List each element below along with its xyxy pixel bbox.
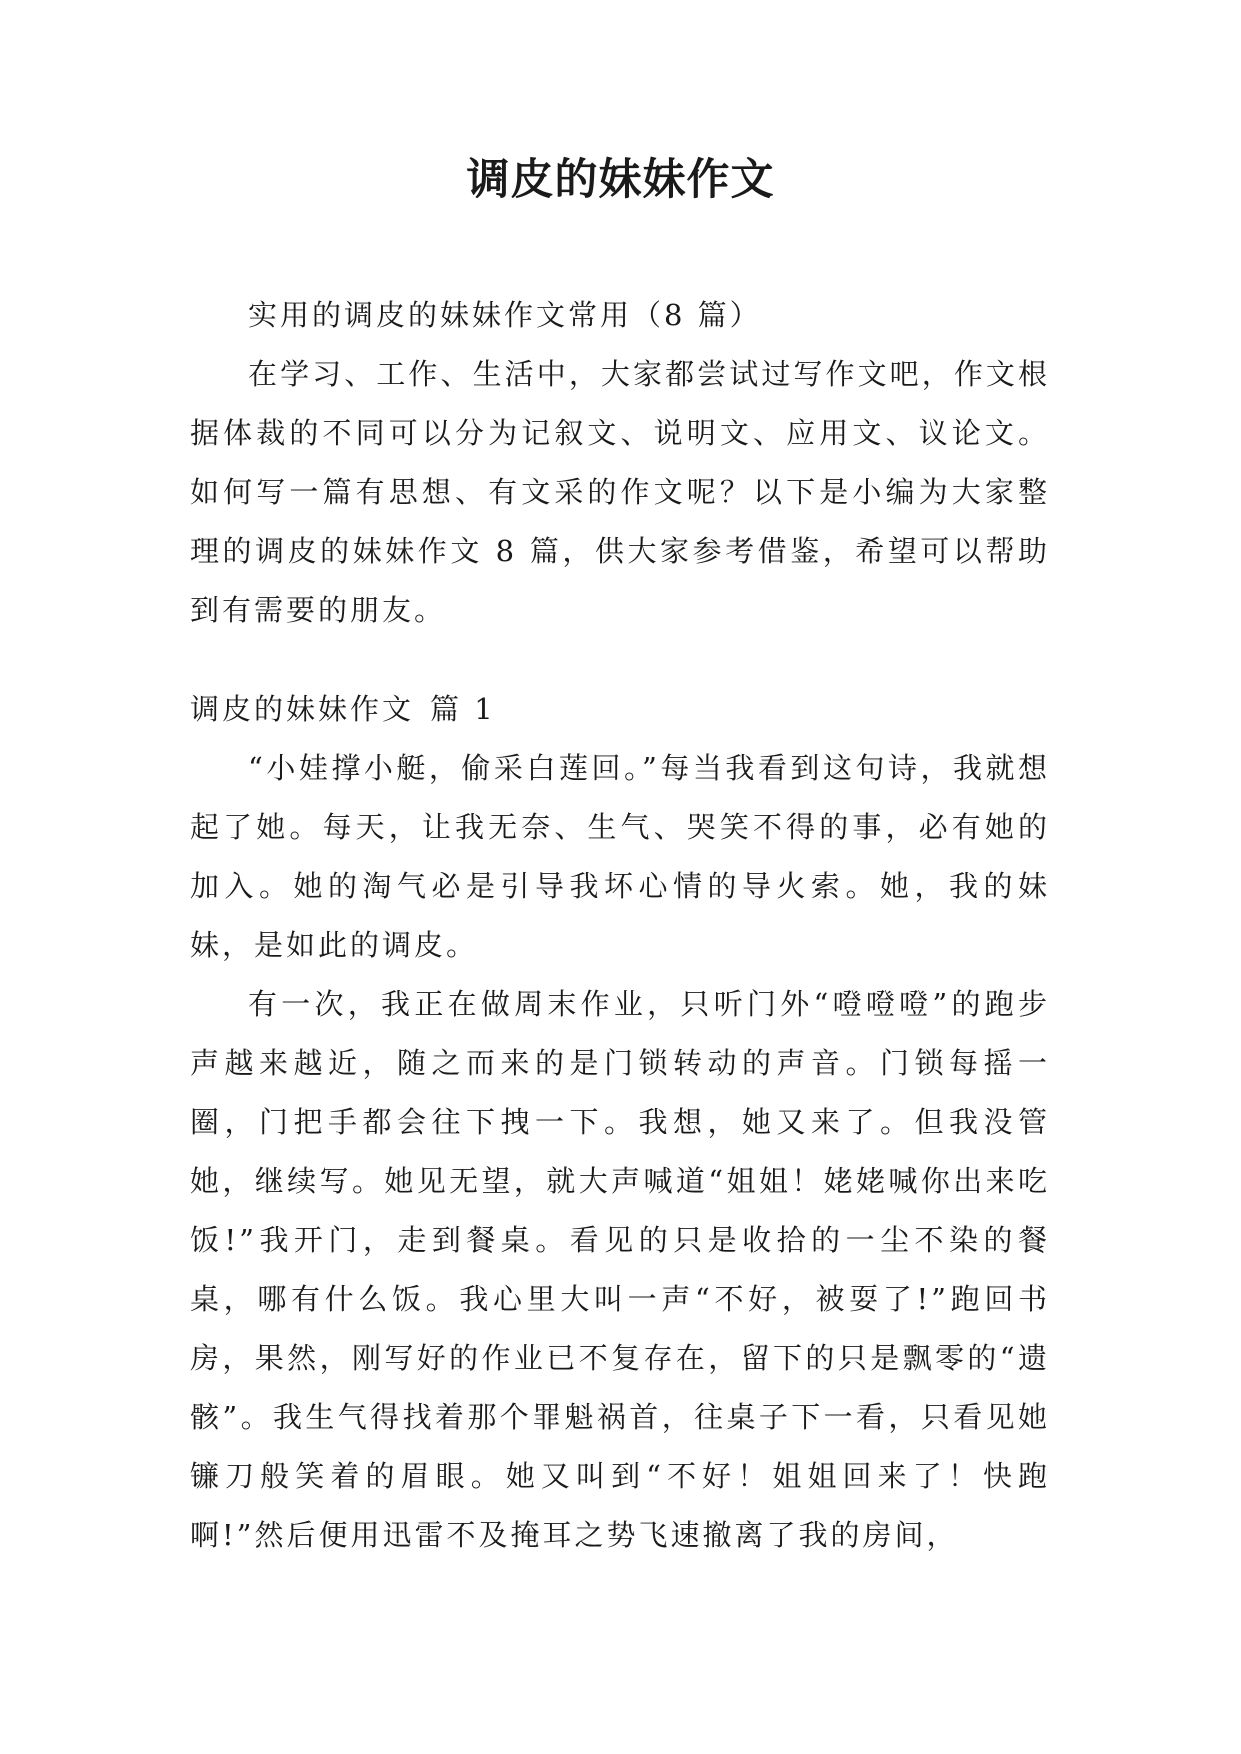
section-paragraph: 有一次，我正在做周末作业，只听门外“噔噔噔”的跑步声越来越近，随之而来的是门锁转动的声音。门锁每摇一圈，门把手都会往下拽一下。我想，她又来了。但我没管她，继续写。她见无望，就大声喊道“姐姐！姥姥喊你出来吃饭!”我开门，走到餐桌。看见的只是收拾的一尘不染的餐桌，哪有什么饭。我心里大叫一声“不好，被耍了!”跑回书房，果然，刚写好的作业已不复存在，留下的只是飘零的“遗骸”。我生气得找着那个罪魁祸首，往桌子下一看，只看见她镰刀般笑着的眉眼。她又叫到“不好！姐姐回来了！快跑啊!”然后便用迅雷不及掩耳之势飞速撤离了我的房间， [190, 987, 1050, 1552]
intro-paragraph: 在学习、工作、生活中，大家都尝试过写作文吧，作文根据体裁的不同可以分为记叙文、说明文、应用文、议论文。如何写一篇有思想、有文采的作文呢？以下是小编为大家整理的调皮的妹妹作文 8 篇，供大家参考借鉴，希望可以帮助到有需要的朋友。 [190, 357, 1050, 627]
section-paragraph: “小娃撑小艇，偷采白莲回。”每当我看到这句诗，我就想起了她。每天，让我无奈、生气、哭笑不得的事，必有她的加入。她的淘气必是引导我坏心情的导火索。她，我的妹妹，是如此的调皮。 [190, 751, 1050, 962]
section-heading-title: 调皮的妹妹作文 [190, 692, 415, 726]
document-title: 调皮的妹妹作文 [466, 155, 775, 205]
section-heading [190, 680, 1050, 739]
section-heading-number: 篇 1 [430, 692, 496, 726]
document-subtitle: 实用的调皮的妹妹作文常用（8 篇） [248, 298, 762, 332]
section-gap [190, 640, 1050, 680]
document-body [190, 286, 1050, 1565]
